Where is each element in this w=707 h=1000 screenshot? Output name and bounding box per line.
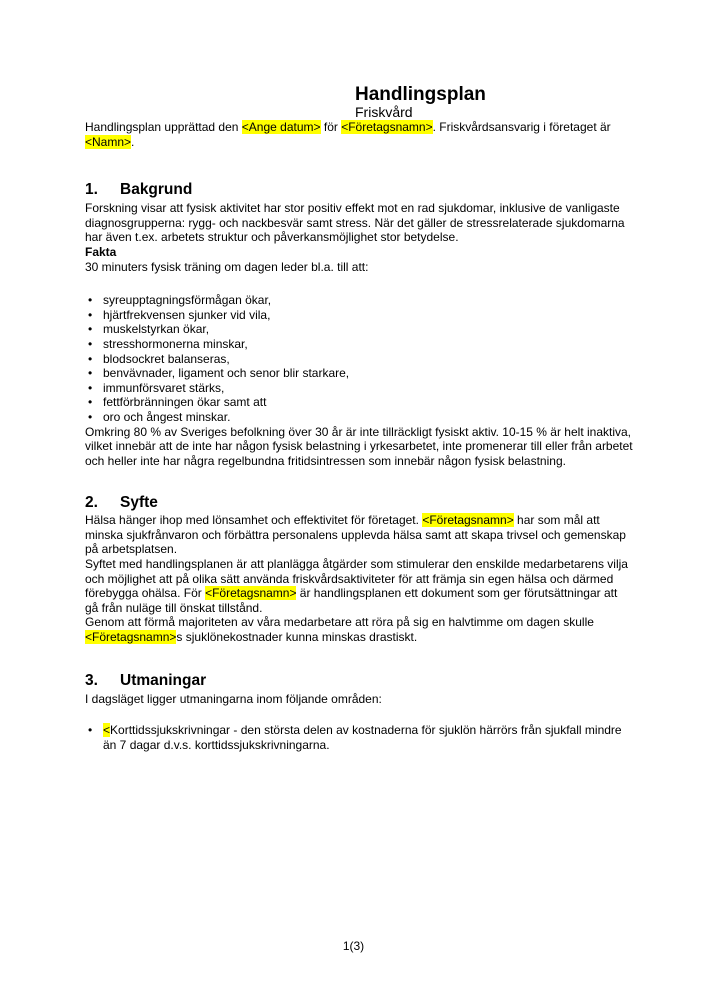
company-placeholder[interactable]: <Företagsnamn> (422, 513, 514, 528)
company-placeholder[interactable]: <Företagsnamn> (341, 120, 433, 134)
intro-text: . (131, 134, 135, 149)
list-item: • stresshormonerna minskar, (85, 337, 633, 352)
list-item: • oro och ångest minskar. (85, 410, 633, 425)
section-title: Bakgrund (120, 181, 193, 199)
list-item: • benvävnader, ligament och senor blir starkare, (85, 366, 633, 381)
paragraph-text: Syftet med handlingsplanen är att planlägga åtgärder som stimulerar den enskilde medarbetarens vilja och möjlighet att på olika sätt använda friskvårdsaktiviteter för att främja sin egen hälsa och därmed förebygga ohälsa. För (85, 557, 628, 601)
paragraph-text: är handlingsplanen ett dokument som ger förutsättningar att gå från nuläge till önskat tillstånd. (85, 586, 618, 615)
placeholder-bracket[interactable]: < (103, 723, 111, 738)
list-item: • immunförsvaret stärks, (85, 381, 633, 396)
section-heading-syfte (85, 495, 633, 511)
syfte-paragraph-2 (85, 557, 633, 615)
company-placeholder[interactable]: <Företagsnamn> (205, 586, 297, 601)
section-title: Utmaningar (120, 671, 207, 689)
document-subtitle: Friskvård (355, 104, 413, 120)
section-number: 1. (85, 181, 98, 199)
intro-text: för (320, 120, 342, 134)
fakta-intro: 30 minuters fysisk träning om dagen leder bl.a. till att: (85, 259, 369, 274)
name-placeholder[interactable]: <Namn> (85, 134, 132, 149)
list-item: • fettförbränningen ökar samt att (85, 395, 633, 410)
intro-text: Handlingsplan upprättad den (85, 120, 242, 134)
section-heading-utmaningar (85, 673, 633, 689)
section-title: Syfte (120, 494, 158, 512)
facts-list (85, 293, 633, 424)
bakgrund-paragraph-1: Forskning visar att fysisk aktivitet har stor positiv effekt mot en rad sjukdomar, inklusive de vanligaste diagnosgrupperna: rygg- och nackbesvär samt stress. När det gäller de stressrelaterade sjukdomarna har även t.ex. arbetets struktur och påverkansmöjlighet stor betydelse. (85, 201, 625, 245)
paragraph-text: Hälsa hänger ihop med lönsamhet och effektivitet för företaget. (85, 513, 423, 528)
document-title: Handlingsplan (355, 84, 486, 105)
document-content (85, 0, 633, 752)
list-item: • hjärtfrekvensen sjunker vid vila, (85, 308, 633, 323)
paragraph-text: har som mål att minska sjukfrånvaron och förbättra personalens upplevda hälsa samt att skapa trivsel och gemenskap på arbetsplatsen. (85, 513, 626, 557)
bakgrund-paragraph-2: Omkring 80 % av Sveriges befolkning över 30 år är inte tillräckligt fysiskt aktiv. 10-15 % är helt inaktiva, vilket innebär att de inte har någon fysisk belastning i yrkesarbetet, inte promenerar till eller från arbetet och heller inte har några regelbundna fritidsintressen som innebär någon fysisk belastning. (85, 424, 633, 468)
section-heading-bakgrund (85, 182, 633, 198)
list-item (85, 723, 633, 752)
title-block (355, 0, 633, 120)
company-placeholder[interactable]: <Företagsnamn> (85, 630, 177, 645)
list-item: • blodsockret balanseras, (85, 352, 633, 367)
challenge-text: Korttidssjukskrivningar - den största delen av kostnaderna för sjuklön härrörs från sjukfall mindre än 7 dagar d.v.s. korttidssjukskrivningarna. (103, 723, 622, 752)
paragraph-text: Genom att förmå majoriteten av våra medarbetare att röra på sig en halvtimme om dagen skulle (85, 615, 594, 630)
challenges-list (85, 723, 633, 752)
intro-text: . Friskvårdsansvarig i företaget är (432, 120, 611, 134)
section-number: 2. (85, 494, 98, 512)
syfte-paragraph-1 (85, 513, 633, 557)
date-placeholder[interactable]: <Ange datum> (241, 120, 321, 134)
syfte-paragraph-3 (85, 615, 633, 644)
fakta-label: Fakta (85, 244, 117, 259)
intro-paragraph (85, 120, 633, 149)
list-item: • muskelstyrkan ökar, (85, 322, 633, 337)
page-number: 1(3) (342, 939, 365, 953)
list-item: • syreupptagningsförmågan ökar, (85, 293, 633, 308)
section-number: 3. (85, 671, 98, 689)
paragraph-text: s sjuklönekostnader kunna minskas drastiskt. (176, 630, 418, 645)
utmaningar-intro: I dagsläget ligger utmaningarna inom följande områden: (85, 691, 382, 706)
